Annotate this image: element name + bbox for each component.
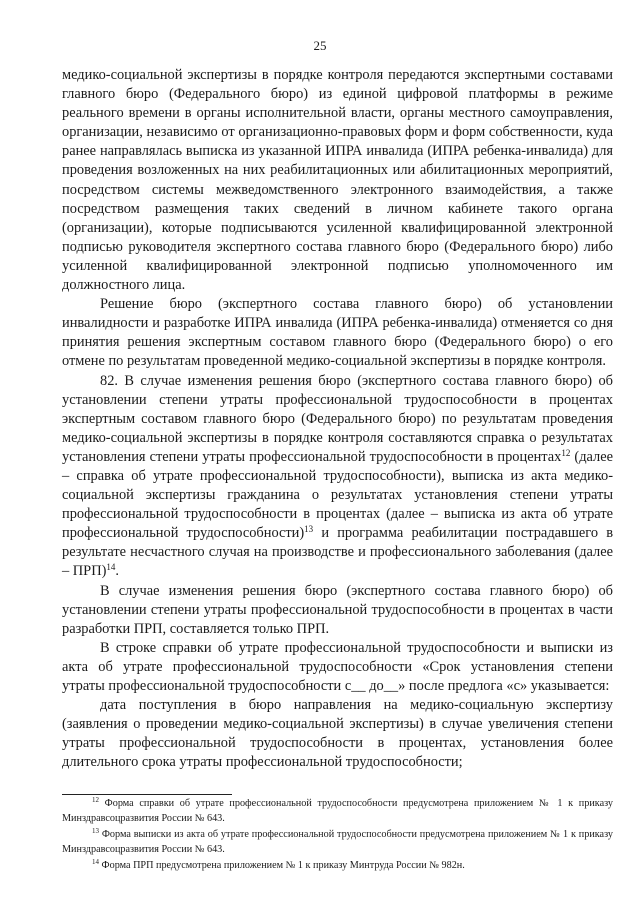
paragraph-item-82-part-b: (далее – справка об утрате профессиональной трудоспособности), выписка из акта медико-социальной экспертизы гражданина о результатах установления степени утраты профессиональной трудоспособности в процентах (далее – выписка из акта об утрате профессиональной трудоспособности) bbox=[62, 448, 613, 542]
paragraph-decision-cancel: Решение бюро (экспертного состава главного бюро) об установлении инвалидности и разработке ИПРА инвалида (ИПРА ребенка-инвалида) отменяется со дня принятия решения экспертным составом главного бюро (Федерального бюро) о его отмене по результатам проведенной медико-социальной экспертизы в порядке контроля. bbox=[62, 296, 613, 370]
footnote-text: Форма справки об утрате профессиональной трудоспособности предусмотрена приложением № 1 к приказу Минздравсоцразвития России № 643. bbox=[62, 798, 613, 824]
paragraph-item-82-part-a: 82. В случае изменения решения бюро (экспертного состава главного бюро) об установлении степени утраты профессиональной трудоспособности в процентах экспертным составом главного бюро (Федерального бюро) по результатам проведения медико-социальной экспертизы в порядке контроля составляются справка о результатах установления степени утраты профессиональной трудоспособности в процентах bbox=[62, 372, 613, 465]
paragraph-item-82-part-c: и программа реабилитации пострадавшего в результате несчастного случая на производстве и профессионального заболевания (далее – ПРП) bbox=[62, 525, 613, 580]
footnote-separator bbox=[62, 794, 232, 795]
paragraph-item-82 bbox=[62, 372, 613, 582]
footnote-ref-14: 14 bbox=[106, 562, 116, 573]
footnote-number: 12 bbox=[92, 796, 99, 804]
paragraph-prp-only: В случае изменения решения бюро (экспертного состава главного бюро) об установлении степени утраты профессиональной трудоспособности в процентах в части разработки ПРП, составляется только ПРП. bbox=[62, 582, 613, 637]
body-text bbox=[62, 66, 613, 772]
footnote-text: Форма выписки из акта об утрате профессиональной трудоспособности предусмотрена приложением № 1 к приказу Минздравсоцразвития России № 643. bbox=[62, 829, 613, 855]
footnote-14 bbox=[62, 859, 613, 874]
footnote-number: 14 bbox=[92, 858, 99, 866]
page-number: 25 bbox=[313, 38, 327, 53]
footnotes bbox=[62, 797, 613, 876]
paragraph-continuation: медико-социальной экспертизы в порядке контроля передаются экспертными составами главного бюро (Федерального бюро) из единой цифровой платформы в режиме реального времени в органы исполнительной власти, органы местного самоуправления, организации, независимо от организационно-правовых форм и форм собственности, куда ранее направлялась выписка из указанной ИПРА инвалида (ИПРА ребенка-инвалида) для проведения возложенных на них реабилитационных или абилитационных мероприятий, посредством системы межведомственного электронного взаимодействия, а также посредством размещения таких сведений в личном кабинете такого органа (организации), которые подписываются усиленной квалифицированной электронной подписью руководителя экспертного состава главного бюро (Федерального бюро) либо усиленной квалифицированной электронной подписью уполномоченного им должностного лица. bbox=[62, 67, 613, 294]
footnote-ref-13: 13 bbox=[304, 524, 314, 535]
paragraph-term-line: В строке справки об утрате профессиональной трудоспособности и выписки из акта об утрате профессиональной трудоспособности «Срок установления степени утраты профессиональной трудоспособности с__ до__» после предлога «с» указывается: bbox=[62, 639, 613, 694]
footnote-text: Форма ПРП предусмотрена приложением № 1 к приказу Минтруда России № 982н. bbox=[99, 860, 465, 871]
footnote-13 bbox=[62, 828, 613, 857]
footnote-number: 13 bbox=[92, 827, 99, 835]
footnote-12 bbox=[62, 797, 613, 826]
footnote-ref-12: 12 bbox=[561, 447, 571, 458]
paragraph-item-82-part-d: . bbox=[115, 563, 119, 580]
paragraph-date-receipt: дата поступления в бюро направления на медико-социальную экспертизу (заявления о проведении медико-социальной экспертизы) в случае увеличения степени утраты профессиональной трудоспособности в процентах, установления более длительного срока утраты профессиональной трудоспособности; bbox=[62, 697, 613, 771]
